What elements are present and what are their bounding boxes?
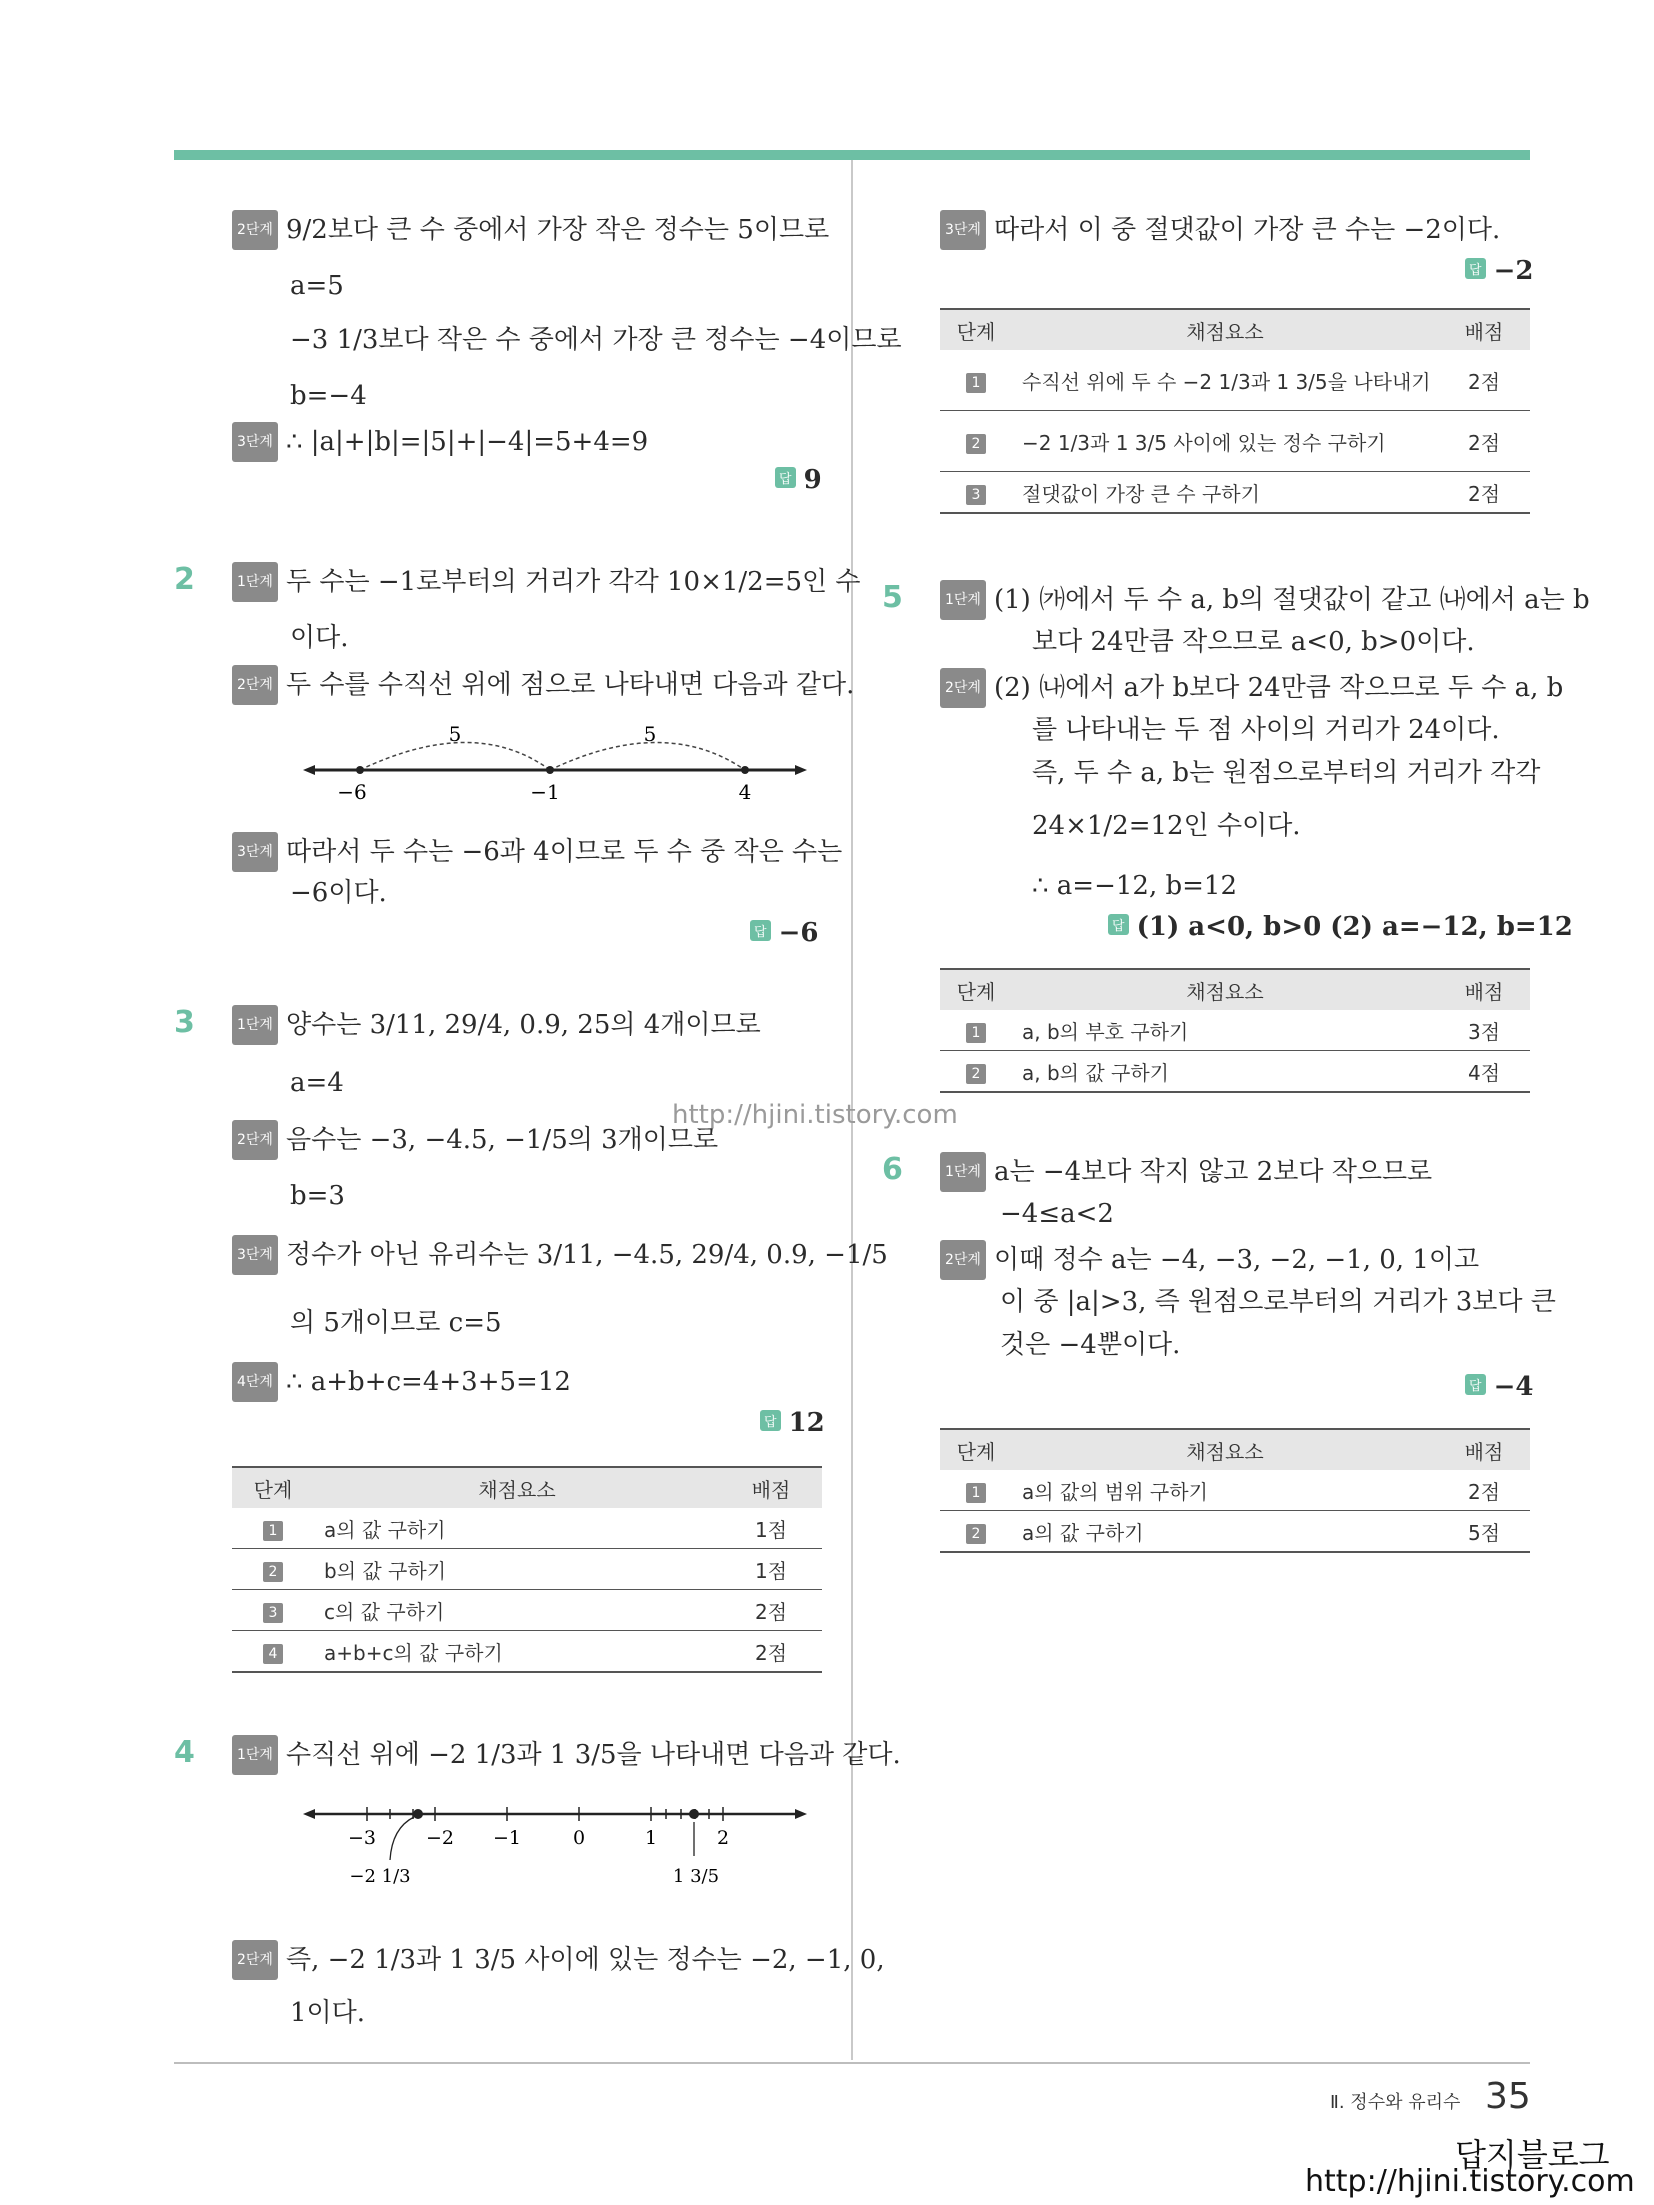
table-cell: −2 1/3과 1 3/5 사이에 있는 정수 구하기 [1012, 411, 1438, 472]
q2-line-3 [232, 665, 854, 705]
q1-line-1 [232, 210, 829, 250]
q5-text-1: (1) ㈎에서 두 수 a, b의 절댓값이 같고 ㈏에서 a는 b [993, 585, 1590, 615]
table-header: 채점요소 [314, 1467, 720, 1508]
q2-line-4 [232, 832, 842, 872]
q5-line-7: ∴ a=−12, b=12 [1032, 871, 1238, 901]
tick-label: −3 [347, 1827, 377, 1849]
table-cell: c의 값 구하기 [314, 1590, 720, 1631]
step-badge: 3단계 [232, 1235, 278, 1275]
step-number: 1 [263, 1521, 283, 1541]
q2-answer [750, 918, 818, 948]
q4-line-3: 1이다. [290, 1998, 366, 2028]
step-badge: 2단계 [232, 1940, 278, 1980]
step-number: 2 [966, 1524, 986, 1544]
step-badge: 2단계 [940, 1240, 986, 1280]
q5-number: 5 [882, 580, 903, 615]
step-number: 3 [966, 485, 986, 505]
q6-score-table [940, 1428, 1530, 1553]
page-number: 35 [1485, 2076, 1531, 2117]
tick-label: −6 [337, 780, 367, 804]
table-cell: 수직선 위에 두 수 −2 1/3과 1 3/5을 나타내기 [1012, 350, 1438, 411]
tick-label: 2 [716, 1827, 730, 1849]
q5-line-1 [940, 580, 1590, 620]
step-badge: 2단계 [232, 665, 278, 705]
table-row [940, 411, 1530, 472]
q6-line-3 [940, 1240, 1479, 1280]
footer-section: Ⅱ. 정수와 유리수 [1330, 2092, 1461, 2113]
q4-text-1: 수직선 위에 −2 1/3과 1 3/5을 나타내면 다음과 같다. [285, 1740, 901, 1770]
q5-line-2: 보다 24만큼 작으므로 a<0, b>0이다. [1032, 627, 1475, 657]
tick-label: 1 [644, 1827, 658, 1849]
step-number: 3 [263, 1603, 283, 1623]
q3-number: 3 [174, 1005, 195, 1040]
table-row [940, 1010, 1530, 1051]
watermark-url: http://hjini.tistory.com [1305, 2164, 1635, 2199]
table-header: 배점 [1438, 969, 1530, 1010]
table-row [940, 1470, 1530, 1511]
q5-text-3: (2) ㈏에서 a가 b보다 24만큼 작으므로 두 수 a, b [993, 673, 1564, 703]
step-number: 2 [966, 1064, 986, 1084]
q6-text-1: a는 −4보다 작지 않고 2보다 작으므로 [993, 1157, 1433, 1187]
arc-label: 5 [643, 722, 657, 746]
point-label: 1 3/5 [672, 1866, 720, 1887]
step-number: 4 [263, 1644, 283, 1664]
step-badge: 1단계 [232, 562, 278, 602]
q1-line-5 [232, 422, 648, 462]
header-bar [174, 150, 1530, 160]
step-number: 2 [263, 1562, 283, 1582]
tick-label: 4 [738, 780, 752, 804]
q3-answer [760, 1408, 825, 1438]
table-header: 배점 [720, 1467, 822, 1508]
table-header: 채점요소 [1012, 1429, 1438, 1470]
table-header-row [232, 1467, 822, 1508]
q3-text-5: 정수가 아닌 유리수는 3/11, −4.5, 29/4, 0.9, −1/5 [285, 1240, 888, 1270]
step-badge: 2단계 [940, 668, 986, 708]
table-cell: 3점 [1438, 1010, 1530, 1051]
q5-line-6: 24×1/2=12인 수이다. [1032, 811, 1301, 841]
table-cell: a, b의 값 구하기 [1012, 1051, 1438, 1093]
q1-line-3: −3 1/3보다 작은 수 중에서 가장 큰 정수는 −4이므로 [290, 325, 902, 355]
step-number: 1 [966, 373, 986, 393]
step-badge: 2단계 [232, 210, 278, 250]
step-badge: 2단계 [232, 1120, 278, 1160]
q4-line-2 [232, 1940, 885, 1980]
q3-text-1: 양수는 3/11, 29/4, 0.9, 25의 4개이므로 [285, 1010, 761, 1040]
step-badge: 3단계 [232, 832, 278, 872]
table-row [940, 350, 1530, 411]
q6-line-1 [940, 1152, 1432, 1192]
q6-answer-value: −4 [1493, 1372, 1534, 1402]
q2-text-1: 두 수는 −1로부터의 거리가 각각 10×1/2=5인 수 [285, 567, 861, 597]
table-header: 배점 [1438, 1429, 1530, 1470]
answer-badge: 답 [750, 920, 771, 941]
q3-line-7 [232, 1362, 571, 1402]
q1-line-2: a=5 [290, 271, 344, 301]
q3-line-1 [232, 1005, 761, 1045]
q1-line-4: b=−4 [290, 381, 367, 411]
answer-badge: 답 [760, 1410, 781, 1431]
q6-line-4: 이 중 |a|>3, 즉 원점으로부터의 거리가 3보다 큰 [1000, 1287, 1556, 1317]
q2-line-2: 이다. [290, 623, 349, 653]
table-cell: 1점 [720, 1508, 822, 1549]
arc-label: 5 [448, 722, 462, 746]
q1-text-5: ∴ |a|+|b|=|5|+|−4|=5+4=9 [285, 427, 649, 457]
table-header: 단계 [232, 1467, 314, 1508]
table-cell: 2점 [1438, 472, 1530, 514]
q1-answer-value: 9 [803, 465, 822, 495]
table-cell: a+b+c의 값 구하기 [314, 1631, 720, 1673]
tick-label: −1 [530, 780, 560, 804]
table-row [232, 1631, 822, 1673]
step-number: 2 [966, 434, 986, 454]
watermark-url-mid: http://hjini.tistory.com [672, 1100, 958, 1130]
step-badge: 1단계 [940, 1152, 986, 1192]
q2-line-1 [232, 562, 861, 602]
step-badge: 1단계 [940, 580, 986, 620]
q5-line-5: 즉, 두 수 a, b는 원점으로부터의 거리가 각각 [1032, 758, 1541, 788]
table-cell: a의 값 구하기 [1012, 1511, 1438, 1553]
q3-score-table [232, 1466, 822, 1673]
table-row [940, 1051, 1530, 1093]
q6-line-5: 것은 −4뿐이다. [1000, 1330, 1181, 1360]
step-badge: 1단계 [232, 1735, 278, 1775]
q4-answer [1465, 256, 1533, 286]
q3-line-2: a=4 [290, 1068, 344, 1098]
q2-line-5: −6이다. [290, 878, 387, 908]
q1-text-1: 9/2보다 큰 수 중에서 가장 작은 정수는 5이므로 [285, 215, 830, 245]
q3-text-3: 음수는 −3, −4.5, −1/5의 3개이므로 [285, 1125, 719, 1155]
step-badge: 3단계 [232, 422, 278, 462]
q3-line-4: b=3 [290, 1181, 345, 1211]
table-cell: 2점 [720, 1590, 822, 1631]
step-number: 1 [966, 1023, 986, 1043]
q1-answer [775, 465, 822, 495]
q5-line-4: 를 나타내는 두 점 사이의 거리가 24이다. [1032, 715, 1500, 745]
answer-badge: 답 [1465, 1374, 1486, 1395]
q6-number: 6 [882, 1152, 903, 1187]
q3-line-6: 의 5개이므로 c=5 [290, 1308, 502, 1338]
table-header: 단계 [940, 309, 1012, 350]
table-header: 배점 [1438, 309, 1530, 350]
q4-line-1 [232, 1735, 901, 1775]
step-number: 1 [966, 1483, 986, 1503]
q2-number-line [300, 715, 810, 805]
q2-text-3: 두 수를 수직선 위에 점으로 나타내면 다음과 같다. [285, 670, 855, 700]
tick-label: 0 [572, 1827, 586, 1849]
step-badge: 4단계 [232, 1362, 278, 1402]
table-cell: 5점 [1438, 1511, 1530, 1553]
q4-score-table [940, 308, 1530, 514]
table-row [940, 1511, 1530, 1553]
q3-answer-value: 12 [788, 1408, 825, 1438]
q5-score-table [940, 968, 1530, 1093]
q5-answer-value: (1) a<0, b>0 (2) a=−12, b=12 [1136, 912, 1573, 942]
table-header: 채점요소 [1012, 969, 1438, 1010]
q6-text-3: 이때 정수 a는 −4, −3, −2, −1, 0, 1이고 [993, 1245, 1480, 1275]
table-header: 단계 [940, 969, 1012, 1010]
table-cell: 1점 [720, 1549, 822, 1590]
watermark-title: 답지블로그 [1455, 2136, 1610, 2174]
answer-badge: 답 [1108, 914, 1129, 935]
q6-answer [1465, 1372, 1533, 1402]
footer-rule [174, 2062, 1530, 2064]
q3-line-5 [232, 1235, 888, 1275]
table-cell: 4점 [1438, 1051, 1530, 1093]
q2-text-4: 따라서 두 수는 −6과 4이므로 두 수 중 작은 수는 [285, 837, 843, 867]
table-cell: 2점 [1438, 411, 1530, 472]
table-cell: 2점 [1438, 1470, 1530, 1511]
table-header: 채점요소 [1012, 309, 1438, 350]
q4-number-line [300, 1790, 810, 1900]
q4-answer-value: −2 [1493, 256, 1534, 286]
step-badge: 1단계 [232, 1005, 278, 1045]
tick-label: −1 [492, 1827, 522, 1849]
table-row [940, 472, 1530, 514]
step-badge: 3단계 [940, 210, 986, 250]
q4-text-4: 따라서 이 중 절댓값이 가장 큰 수는 −2이다. [993, 215, 1501, 245]
q2-answer-value: −6 [778, 918, 819, 948]
table-cell: b의 값 구하기 [314, 1549, 720, 1590]
table-cell: a의 값의 범위 구하기 [1012, 1470, 1438, 1511]
table-cell: 절댓값이 가장 큰 수 구하기 [1012, 472, 1438, 514]
table-row [232, 1590, 822, 1631]
tick-label: −2 [425, 1827, 455, 1849]
point-label: −2 1/3 [349, 1866, 411, 1887]
table-cell: 2점 [1438, 350, 1530, 411]
q4-number: 4 [174, 1735, 195, 1770]
table-row [232, 1549, 822, 1590]
table-row [232, 1508, 822, 1549]
table-header-row [940, 1429, 1530, 1470]
q3-line-3 [232, 1120, 718, 1160]
answer-badge: 답 [1465, 258, 1486, 279]
q2-number: 2 [174, 562, 195, 597]
table-cell: a, b의 부호 구하기 [1012, 1010, 1438, 1051]
q3-text-7: ∴ a+b+c=4+3+5=12 [285, 1367, 571, 1397]
q4-line-4 [940, 210, 1500, 250]
q5-answer [1108, 912, 1573, 942]
table-cell: a의 값 구하기 [314, 1508, 720, 1549]
table-header: 단계 [940, 1429, 1012, 1470]
q6-line-2: −4≤a<2 [1000, 1199, 1114, 1229]
q5-line-3 [940, 668, 1563, 708]
table-cell: 2점 [720, 1631, 822, 1673]
table-header-row [940, 309, 1530, 350]
table-header-row [940, 969, 1530, 1010]
answer-badge: 답 [775, 467, 796, 488]
q4-text-2: 즉, −2 1/3과 1 3/5 사이에 있는 정수는 −2, −1, 0, [285, 1945, 885, 1975]
